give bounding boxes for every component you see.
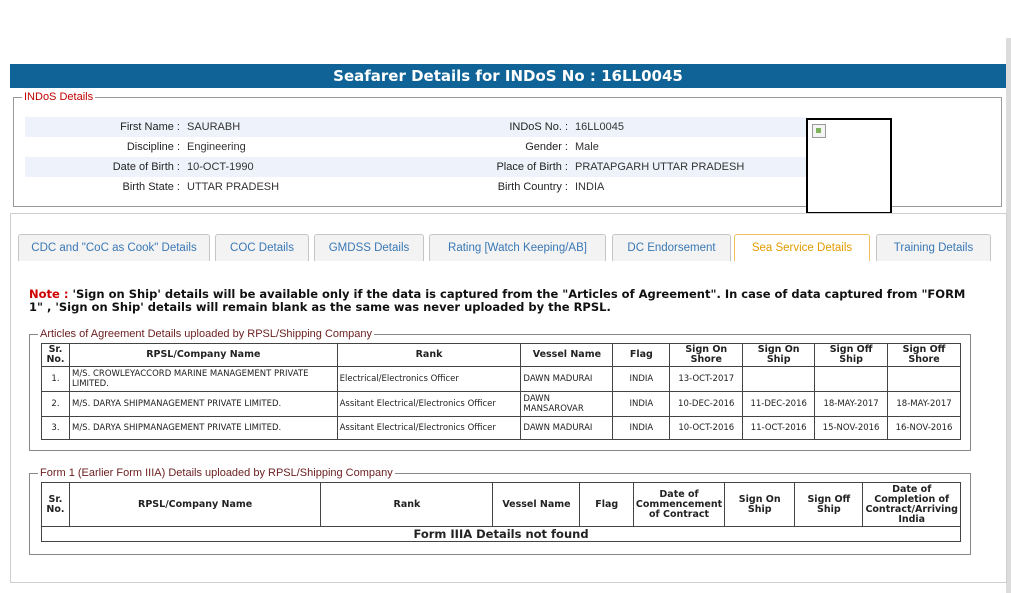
discipline-value: Engineering [187, 141, 246, 153]
articles-legend: Articles of Agreement Details uploaded by RPSL/Shipping Company [40, 328, 373, 340]
indos-row [25, 137, 807, 157]
cell-rank: Assitant Electrical/Electronics Officer [337, 392, 521, 417]
col-date-commencement: Date of Commencement of Contract [633, 483, 724, 527]
birth-country-label: Birth Country : [497, 181, 568, 193]
table-header-row [42, 483, 961, 527]
cell-sr-no: 1. [42, 367, 70, 392]
col-company-name: RPSL/Company Name [69, 483, 321, 527]
indos-row [25, 157, 807, 177]
page-title: Seafarer Details for INDoS No : 16LL0045 [10, 64, 1006, 88]
first-name-label: First Name : [120, 121, 180, 133]
dob-value: 10-OCT-1990 [187, 161, 254, 173]
tab-coc-details[interactable]: COC Details [215, 234, 309, 261]
tab-rating-details[interactable]: Rating [Watch Keeping/AB] [429, 234, 606, 261]
place-of-birth-value: PRATAPGARH UTTAR PRADESH [575, 161, 745, 173]
col-vessel-name: Vessel Name [493, 483, 580, 527]
birth-country-value: INDIA [575, 181, 605, 193]
gender-label: Gender : [525, 141, 568, 153]
col-company-name: RPSL/Company Name [69, 344, 337, 367]
details-tab-panel [10, 213, 1007, 583]
col-sign-off-ship: Sign Off Ship [795, 483, 863, 527]
col-rank: Rank [337, 344, 521, 367]
table-row [42, 367, 961, 392]
articles-agreement-panel [29, 328, 971, 451]
dob-label: Date of Birth : [112, 161, 180, 173]
cell-sign-off-shore: 16-NOV-2016 [888, 417, 961, 440]
col-rank: Rank [321, 483, 493, 527]
col-sign-on-ship: Sign On Ship [725, 483, 795, 527]
tab-dc-endorsement[interactable]: DC Endorsement [612, 234, 731, 261]
col-date-completion: Date of Completion of Contract/Arriving India [863, 483, 961, 527]
tab-cdc-details[interactable]: CDC and "CoC as Cook" Details [18, 234, 210, 261]
cell-vessel: DAWN MADURAI [521, 417, 613, 440]
broken-image-icon [812, 124, 826, 138]
col-sign-on-shore: Sign On Shore [670, 344, 743, 367]
cell-vessel: DAWN MADURAI [521, 367, 613, 392]
cell-sign-off-ship: 18-MAY-2017 [815, 392, 888, 417]
articles-table [41, 343, 961, 440]
col-flag: Flag [580, 483, 633, 527]
cell-company: M/S. DARYA SHIPMANAGEMENT PRIVATE LIMITED. [69, 417, 337, 440]
cell-flag: INDIA [613, 392, 670, 417]
first-name-value: SAURABH [187, 121, 241, 133]
cell-sign-off-ship [815, 367, 888, 392]
cell-flag: INDIA [613, 367, 670, 392]
cell-sign-on-shore: 13-OCT-2017 [670, 367, 743, 392]
note-prefix: Note : [29, 287, 69, 301]
table-row [42, 417, 961, 440]
birth-state-value: UTTAR PRADESH [187, 181, 280, 193]
cell-rank: Electrical/Electronics Officer [337, 367, 521, 392]
cell-sign-on-shore: 10-DEC-2016 [670, 392, 743, 417]
col-flag: Flag [613, 344, 670, 367]
tab-sea-service-details[interactable]: Sea Service Details [734, 234, 870, 261]
form1-panel [29, 467, 971, 555]
indos-row [25, 117, 807, 137]
indos-no-value: 16LL0045 [575, 121, 624, 133]
note-text [29, 288, 974, 314]
cell-sr-no: 3. [42, 417, 70, 440]
table-header-row [42, 344, 961, 367]
col-sr-no: Sr. No. [42, 483, 70, 527]
cell-sign-off-ship: 15-NOV-2016 [815, 417, 888, 440]
birth-state-label: Birth State : [122, 181, 180, 193]
cell-company: M/S. DARYA SHIPMANAGEMENT PRIVATE LIMITED. [69, 392, 337, 417]
cell-sign-off-shore [888, 367, 961, 392]
table-row [42, 392, 961, 417]
indos-details-panel [13, 91, 1002, 207]
cell-vessel: DAWN MANSAROVAR [521, 392, 613, 417]
col-sign-off-ship: Sign Off Ship [815, 344, 888, 367]
cell-sr-no: 2. [42, 392, 70, 417]
indos-row [25, 177, 807, 197]
col-sign-off-shore: Sign Off Shore [888, 344, 961, 367]
indos-no-label: INDoS No. : [509, 121, 568, 133]
col-sign-on-ship: Sign On Ship [743, 344, 815, 367]
cell-sign-on-ship: 11-DEC-2016 [743, 392, 815, 417]
indos-legend: INDoS Details [24, 91, 94, 103]
cell-company: M/S. CROWLEYACCORD MARINE MANAGEMENT PRIVATE LIMITED. [69, 367, 337, 392]
discipline-label: Discipline : [126, 141, 180, 153]
tab-training-details[interactable]: Training Details [876, 234, 991, 261]
cell-flag: INDIA [613, 417, 670, 440]
cell-sign-off-shore: 18-MAY-2017 [888, 392, 961, 417]
gender-value: Male [575, 141, 599, 153]
place-of-birth-label: Place of Birth : [496, 161, 568, 173]
form1-table [41, 482, 961, 542]
note-body: 'Sign on Ship' details will be available only if the data is captured from the "Articles of Agreement". In case of data captured from "FORM 1" , 'Sign on Ship' details will remain blank as the same was never uploaded by the RPSL. [29, 287, 966, 314]
seafarer-photo [806, 118, 892, 214]
form1-legend: Form 1 (Earlier Form IIIA) Details uploaded by RPSL/Shipping Company [40, 467, 393, 479]
tab-gmdss-details[interactable]: GMDSS Details [314, 234, 424, 261]
cell-sign-on-shore: 10-OCT-2016 [670, 417, 743, 440]
cell-sign-on-ship: 11-OCT-2016 [743, 417, 815, 440]
not-found-message: Form IIIA Details not found [42, 527, 961, 542]
table-row [42, 527, 961, 542]
col-sr-no: Sr. No. [42, 344, 70, 367]
cell-sign-on-ship [743, 367, 815, 392]
cell-rank: Assitant Electrical/Electronics Officer [337, 417, 521, 440]
col-vessel-name: Vessel Name [521, 344, 613, 367]
